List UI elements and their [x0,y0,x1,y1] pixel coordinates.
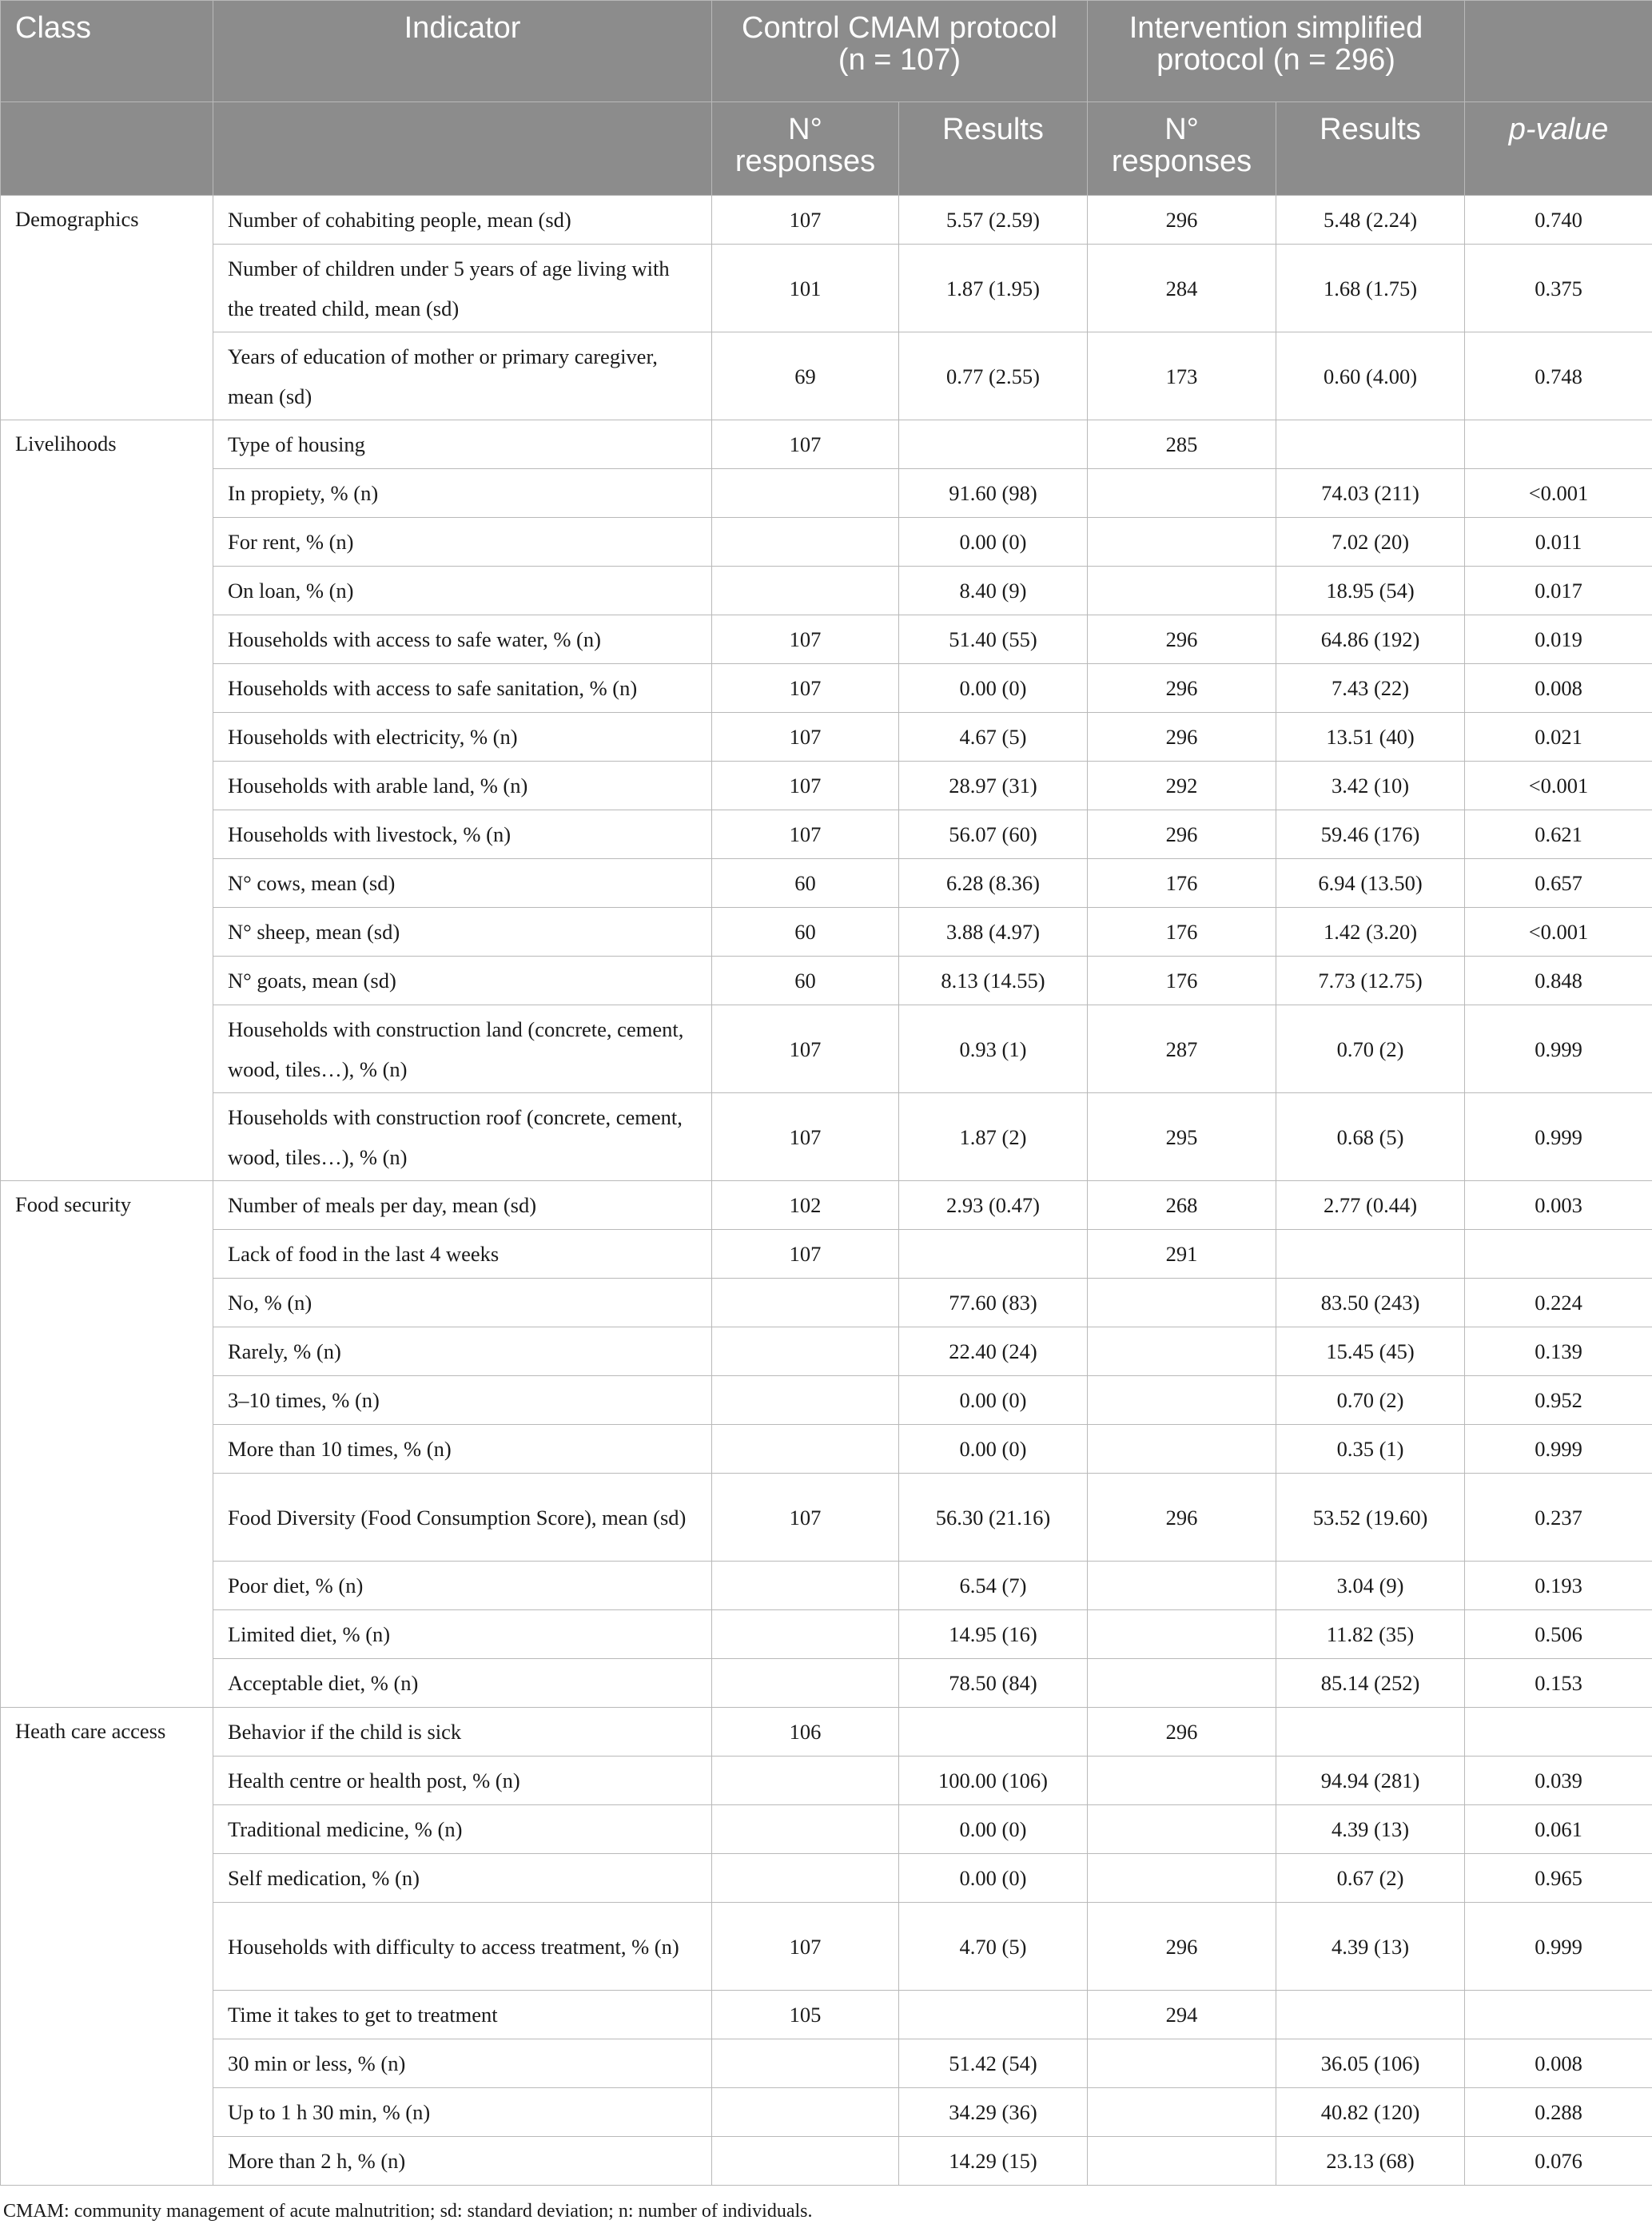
control-result-cell: 91.60 (98) [899,469,1088,518]
intervention-result-cell: 36.05 (106) [1276,2039,1465,2088]
indicator-cell: Up to 1 h 30 min, % (n) [213,2088,712,2137]
p-value-cell [1465,420,1652,469]
table-row [1,1279,1652,1327]
control-n-cell [712,1757,899,1805]
indicator-cell: Households with arable land, % (n) [213,762,712,810]
p-value-cell: 0.952 [1465,1376,1652,1425]
control-n-cell: 107 [712,713,899,762]
header-empty [1465,1,1652,102]
p-value-cell [1465,1230,1652,1279]
intervention-result-cell [1276,1230,1465,1279]
p-value-cell [1465,1991,1652,2039]
table-row [1,1230,1652,1279]
indicator-cell: Lack of food in the last 4 weeks [213,1230,712,1279]
control-n-cell [712,1610,899,1659]
header-control-results: Results [899,102,1088,196]
table-row [1,664,1652,713]
control-n-cell: 105 [712,1991,899,2039]
header-control-n-responses: N° responses [712,102,899,196]
table-row [1,1005,1652,1093]
header-control-group: Control CMAM protocol (n = 107) [712,1,1088,102]
control-result-cell: 8.13 (14.55) [899,957,1088,1005]
intervention-n-cell: 284 [1088,245,1276,332]
intervention-n-cell [1088,1757,1276,1805]
intervention-result-cell: 5.48 (2.24) [1276,196,1465,245]
control-result-cell: 1.87 (1.95) [899,245,1088,332]
intervention-n-cell: 296 [1088,196,1276,245]
control-result-cell: 100.00 (106) [899,1757,1088,1805]
control-result-cell: 0.93 (1) [899,1005,1088,1093]
indicator-cell: Rarely, % (n) [213,1327,712,1376]
p-value-cell: 0.076 [1465,2137,1652,2186]
p-value-cell: 0.999 [1465,1425,1652,1474]
table-row [1,1991,1652,2039]
header-intervention-n-responses: N° responses [1088,102,1276,196]
intervention-n-cell: 285 [1088,420,1276,469]
table-row [1,245,1652,332]
control-result-cell: 14.95 (16) [899,1610,1088,1659]
control-n-cell [712,1562,899,1610]
control-result-cell: 56.07 (60) [899,810,1088,859]
p-value-cell: 0.139 [1465,1327,1652,1376]
control-n-cell [712,2137,899,2186]
table-row [1,859,1652,908]
p-value-cell: 0.848 [1465,957,1652,1005]
class-cell: Livelihoods [1,420,213,1181]
control-result-cell: 2.93 (0.47) [899,1181,1088,1230]
intervention-result-cell: 4.39 (13) [1276,1805,1465,1854]
intervention-n-cell [1088,518,1276,567]
control-n-cell: 107 [712,196,899,245]
intervention-n-cell: 173 [1088,332,1276,420]
intervention-n-cell: 295 [1088,1093,1276,1181]
table-row [1,615,1652,664]
class-cell: Heath care access [1,1708,213,2186]
intervention-n-cell [1088,1659,1276,1708]
table-row [1,1562,1652,1610]
intervention-result-cell: 0.67 (2) [1276,1854,1465,1903]
control-result-cell: 3.88 (4.97) [899,908,1088,957]
indicator-cell: More than 2 h, % (n) [213,2137,712,2186]
p-value-cell: 0.506 [1465,1610,1652,1659]
control-result-cell: 14.29 (15) [899,2137,1088,2186]
control-n-cell: 60 [712,908,899,957]
intervention-result-cell: 0.70 (2) [1276,1005,1465,1093]
table-row [1,1903,1652,1991]
intervention-n-cell [1088,469,1276,518]
intervention-n-cell: 294 [1088,1991,1276,2039]
control-n-cell: 107 [712,1005,899,1093]
indicator-cell: N° cows, mean (sd) [213,859,712,908]
intervention-result-cell: 1.68 (1.75) [1276,245,1465,332]
p-value-cell: <0.001 [1465,908,1652,957]
control-n-cell: 60 [712,957,899,1005]
intervention-result-cell [1276,420,1465,469]
control-n-cell: 107 [712,1474,899,1562]
intervention-n-cell [1088,1327,1276,1376]
intervention-n-cell: 176 [1088,957,1276,1005]
p-value-cell: 0.011 [1465,518,1652,567]
table-row [1,1376,1652,1425]
indicator-cell: N° sheep, mean (sd) [213,908,712,957]
table-row [1,957,1652,1005]
intervention-result-cell: 6.94 (13.50) [1276,859,1465,908]
control-n-cell [712,518,899,567]
control-n-cell: 107 [712,762,899,810]
control-result-cell: 0.00 (0) [899,1376,1088,1425]
table-body [1,196,1652,2186]
p-value-cell: 0.017 [1465,567,1652,615]
intervention-n-cell [1088,1279,1276,1327]
control-n-cell: 69 [712,332,899,420]
control-result-cell: 4.70 (5) [899,1903,1088,1991]
table-row [1,1757,1652,1805]
table-row [1,1659,1652,1708]
indicator-cell: More than 10 times, % (n) [213,1425,712,1474]
p-value-cell: 0.019 [1465,615,1652,664]
intervention-result-cell: 74.03 (211) [1276,469,1465,518]
p-value-cell: 0.740 [1465,196,1652,245]
indicator-cell: Years of education of mother or primary caregiver, mean (sd) [213,332,712,420]
control-result-cell: 56.30 (21.16) [899,1474,1088,1562]
control-result-cell [899,420,1088,469]
control-result-cell: 0.00 (0) [899,518,1088,567]
control-n-cell: 107 [712,1903,899,1991]
control-n-cell: 106 [712,1708,899,1757]
control-n-cell: 107 [712,1230,899,1279]
control-result-cell [899,1230,1088,1279]
table-row [1,1425,1652,1474]
p-value-cell [1465,1708,1652,1757]
table-row [1,1805,1652,1854]
intervention-result-cell: 85.14 (252) [1276,1659,1465,1708]
indicator-cell: Acceptable diet, % (n) [213,1659,712,1708]
control-result-cell: 28.97 (31) [899,762,1088,810]
intervention-result-cell: 7.43 (22) [1276,664,1465,713]
indicator-cell: Behavior if the child is sick [213,1708,712,1757]
header-indicator: Indicator [213,1,712,102]
control-n-cell: 60 [712,859,899,908]
table-row [1,196,1652,245]
table-footnote: CMAM: community management of acute malnutrition; sd: standard deviation; n: number of individuals. [3,2201,813,2222]
intervention-n-cell: 268 [1088,1181,1276,1230]
control-result-cell: 78.50 (84) [899,1659,1088,1708]
table-row [1,2039,1652,2088]
p-value-cell: 0.748 [1465,332,1652,420]
header-row-1 [1,1,1652,102]
indicator-cell: Households with access to safe water, % (n) [213,615,712,664]
table-row [1,908,1652,957]
p-value-cell: 0.021 [1465,713,1652,762]
table-row [1,518,1652,567]
intervention-result-cell: 23.13 (68) [1276,2137,1465,2186]
header-intervention-results: Results [1276,102,1465,196]
p-value-cell: 0.621 [1465,810,1652,859]
intervention-n-cell: 287 [1088,1005,1276,1093]
intervention-result-cell: 18.95 (54) [1276,567,1465,615]
p-value-cell: 0.999 [1465,1005,1652,1093]
table-row [1,1610,1652,1659]
p-value-cell: 0.965 [1465,1854,1652,1903]
intervention-result-cell: 53.52 (19.60) [1276,1474,1465,1562]
intervention-n-cell [1088,1854,1276,1903]
intervention-result-cell: 0.60 (4.00) [1276,332,1465,420]
control-n-cell [712,2039,899,2088]
indicator-cell: Limited diet, % (n) [213,1610,712,1659]
intervention-n-cell: 296 [1088,664,1276,713]
intervention-n-cell: 296 [1088,713,1276,762]
header-row-2 [1,102,1652,196]
intervention-n-cell: 176 [1088,908,1276,957]
indicator-cell: Households with livestock, % (n) [213,810,712,859]
indicator-cell: Number of children under 5 years of age living with the treated child, mean (sd) [213,245,712,332]
control-n-cell: 107 [712,810,899,859]
indicator-cell: Households with electricity, % (n) [213,713,712,762]
intervention-result-cell: 4.39 (13) [1276,1903,1465,1991]
intervention-result-cell: 59.46 (176) [1276,810,1465,859]
indicator-cell: 3–10 times, % (n) [213,1376,712,1425]
p-value-cell: 0.375 [1465,245,1652,332]
indicator-cell: Traditional medicine, % (n) [213,1805,712,1854]
intervention-n-cell: 296 [1088,615,1276,664]
intervention-n-cell [1088,1805,1276,1854]
p-value-cell: 0.061 [1465,1805,1652,1854]
control-result-cell [899,1991,1088,2039]
table-row [1,420,1652,469]
intervention-result-cell: 7.73 (12.75) [1276,957,1465,1005]
control-result-cell: 0.00 (0) [899,1425,1088,1474]
p-value-cell: 0.193 [1465,1562,1652,1610]
intervention-n-cell [1088,1562,1276,1610]
intervention-result-cell: 15.45 (45) [1276,1327,1465,1376]
indicator-cell: 30 min or less, % (n) [213,2039,712,2088]
table-row [1,1474,1652,1562]
intervention-result-cell: 2.77 (0.44) [1276,1181,1465,1230]
control-n-cell [712,1425,899,1474]
indicator-cell: Type of housing [213,420,712,469]
table-row [1,332,1652,420]
table-row [1,2137,1652,2186]
indicator-cell: Self medication, % (n) [213,1854,712,1903]
p-value-cell: 0.008 [1465,664,1652,713]
control-result-cell: 34.29 (36) [899,2088,1088,2137]
intervention-result-cell: 3.42 (10) [1276,762,1465,810]
control-n-cell [712,1805,899,1854]
table-row [1,1093,1652,1181]
header-p-value: p-value [1465,102,1652,196]
p-value-cell: 0.999 [1465,1903,1652,1991]
intervention-result-cell: 64.86 (192) [1276,615,1465,664]
p-value-cell: 0.008 [1465,2039,1652,2088]
intervention-n-cell [1088,1376,1276,1425]
control-n-cell [712,1279,899,1327]
indicator-cell: N° goats, mean (sd) [213,957,712,1005]
table-row [1,1854,1652,1903]
intervention-result-cell: 13.51 (40) [1276,713,1465,762]
intervention-n-cell: 296 [1088,1474,1276,1562]
control-n-cell [712,2088,899,2137]
control-result-cell: 0.77 (2.55) [899,332,1088,420]
table-row [1,469,1652,518]
control-result-cell: 51.40 (55) [899,615,1088,664]
table-row [1,810,1652,859]
p-value-cell: 0.003 [1465,1181,1652,1230]
intervention-n-cell: 296 [1088,1903,1276,1991]
intervention-n-cell: 296 [1088,810,1276,859]
control-n-cell [712,469,899,518]
control-result-cell: 5.57 (2.59) [899,196,1088,245]
table-row [1,1708,1652,1757]
p-value-cell: 0.999 [1465,1093,1652,1181]
intervention-n-cell [1088,2088,1276,2137]
control-n-cell [712,1376,899,1425]
indicator-cell: Households with difficulty to access treatment, % (n) [213,1903,712,1991]
intervention-result-cell: 40.82 (120) [1276,2088,1465,2137]
indicator-cell: Households with construction roof (concrete, cement, wood, tiles…), % (n) [213,1093,712,1181]
p-value-cell: 0.657 [1465,859,1652,908]
control-result-cell: 0.00 (0) [899,1854,1088,1903]
control-n-cell [712,1327,899,1376]
control-result-cell: 4.67 (5) [899,713,1088,762]
indicator-cell: Households with access to safe sanitation, % (n) [213,664,712,713]
table-row [1,713,1652,762]
p-value-cell: 0.237 [1465,1474,1652,1562]
intervention-n-cell [1088,567,1276,615]
indicator-cell: Food Diversity (Food Consumption Score), mean (sd) [213,1474,712,1562]
intervention-result-cell: 0.70 (2) [1276,1376,1465,1425]
table-row [1,762,1652,810]
control-n-cell [712,567,899,615]
control-n-cell [712,1659,899,1708]
control-n-cell: 107 [712,664,899,713]
indicator-cell: For rent, % (n) [213,518,712,567]
control-n-cell [712,1854,899,1903]
control-n-cell: 107 [712,615,899,664]
intervention-n-cell [1088,1610,1276,1659]
control-result-cell: 22.40 (24) [899,1327,1088,1376]
control-result-cell: 6.54 (7) [899,1562,1088,1610]
control-n-cell: 101 [712,245,899,332]
header-empty [213,102,712,196]
intervention-result-cell [1276,1991,1465,2039]
intervention-n-cell: 291 [1088,1230,1276,1279]
intervention-n-cell: 296 [1088,1708,1276,1757]
p-value-cell: <0.001 [1465,469,1652,518]
control-result-cell: 77.60 (83) [899,1279,1088,1327]
control-result-cell [899,1708,1088,1757]
intervention-n-cell [1088,2039,1276,2088]
control-result-cell: 51.42 (54) [899,2039,1088,2088]
class-cell: Food security [1,1181,213,1708]
p-value-cell: 0.288 [1465,2088,1652,2137]
control-n-cell: 107 [712,1093,899,1181]
table-row [1,1181,1652,1230]
intervention-result-cell: 94.94 (281) [1276,1757,1465,1805]
intervention-result-cell: 0.68 (5) [1276,1093,1465,1181]
p-value-cell: <0.001 [1465,762,1652,810]
header-empty [1,102,213,196]
intervention-n-cell [1088,2137,1276,2186]
indicator-cell: Poor diet, % (n) [213,1562,712,1610]
intervention-n-cell: 176 [1088,859,1276,908]
control-result-cell: 0.00 (0) [899,664,1088,713]
control-result-cell: 8.40 (9) [899,567,1088,615]
control-n-cell: 107 [712,420,899,469]
intervention-n-cell [1088,1425,1276,1474]
intervention-result-cell: 1.42 (3.20) [1276,908,1465,957]
intervention-result-cell: 3.04 (9) [1276,1562,1465,1610]
indicator-cell: Number of cohabiting people, mean (sd) [213,196,712,245]
intervention-result-cell: 11.82 (35) [1276,1610,1465,1659]
table-row [1,2088,1652,2137]
indicator-cell: Health centre or health post, % (n) [213,1757,712,1805]
table-row [1,1327,1652,1376]
control-result-cell: 6.28 (8.36) [899,859,1088,908]
control-n-cell: 102 [712,1181,899,1230]
indicator-cell: Households with construction land (concrete, cement, wood, tiles…), % (n) [213,1005,712,1093]
p-value-cell: 0.153 [1465,1659,1652,1708]
header-intervention-group: Intervention simplified protocol (n = 296) [1088,1,1465,102]
intervention-result-cell: 7.02 (20) [1276,518,1465,567]
table-row [1,567,1652,615]
indicator-cell: In propiety, % (n) [213,469,712,518]
header-class: Class [1,1,213,102]
indicator-cell: No, % (n) [213,1279,712,1327]
indicator-cell: Number of meals per day, mean (sd) [213,1181,712,1230]
indicator-cell: Time it takes to get to treatment [213,1991,712,2039]
intervention-result-cell: 83.50 (243) [1276,1279,1465,1327]
intervention-result-cell: 0.35 (1) [1276,1425,1465,1474]
indicator-cell: On loan, % (n) [213,567,712,615]
intervention-n-cell: 292 [1088,762,1276,810]
control-result-cell: 1.87 (2) [899,1093,1088,1181]
p-value-cell: 0.039 [1465,1757,1652,1805]
class-cell: Demographics [1,196,213,420]
p-value-cell: 0.224 [1465,1279,1652,1327]
intervention-result-cell [1276,1708,1465,1757]
control-result-cell: 0.00 (0) [899,1805,1088,1854]
